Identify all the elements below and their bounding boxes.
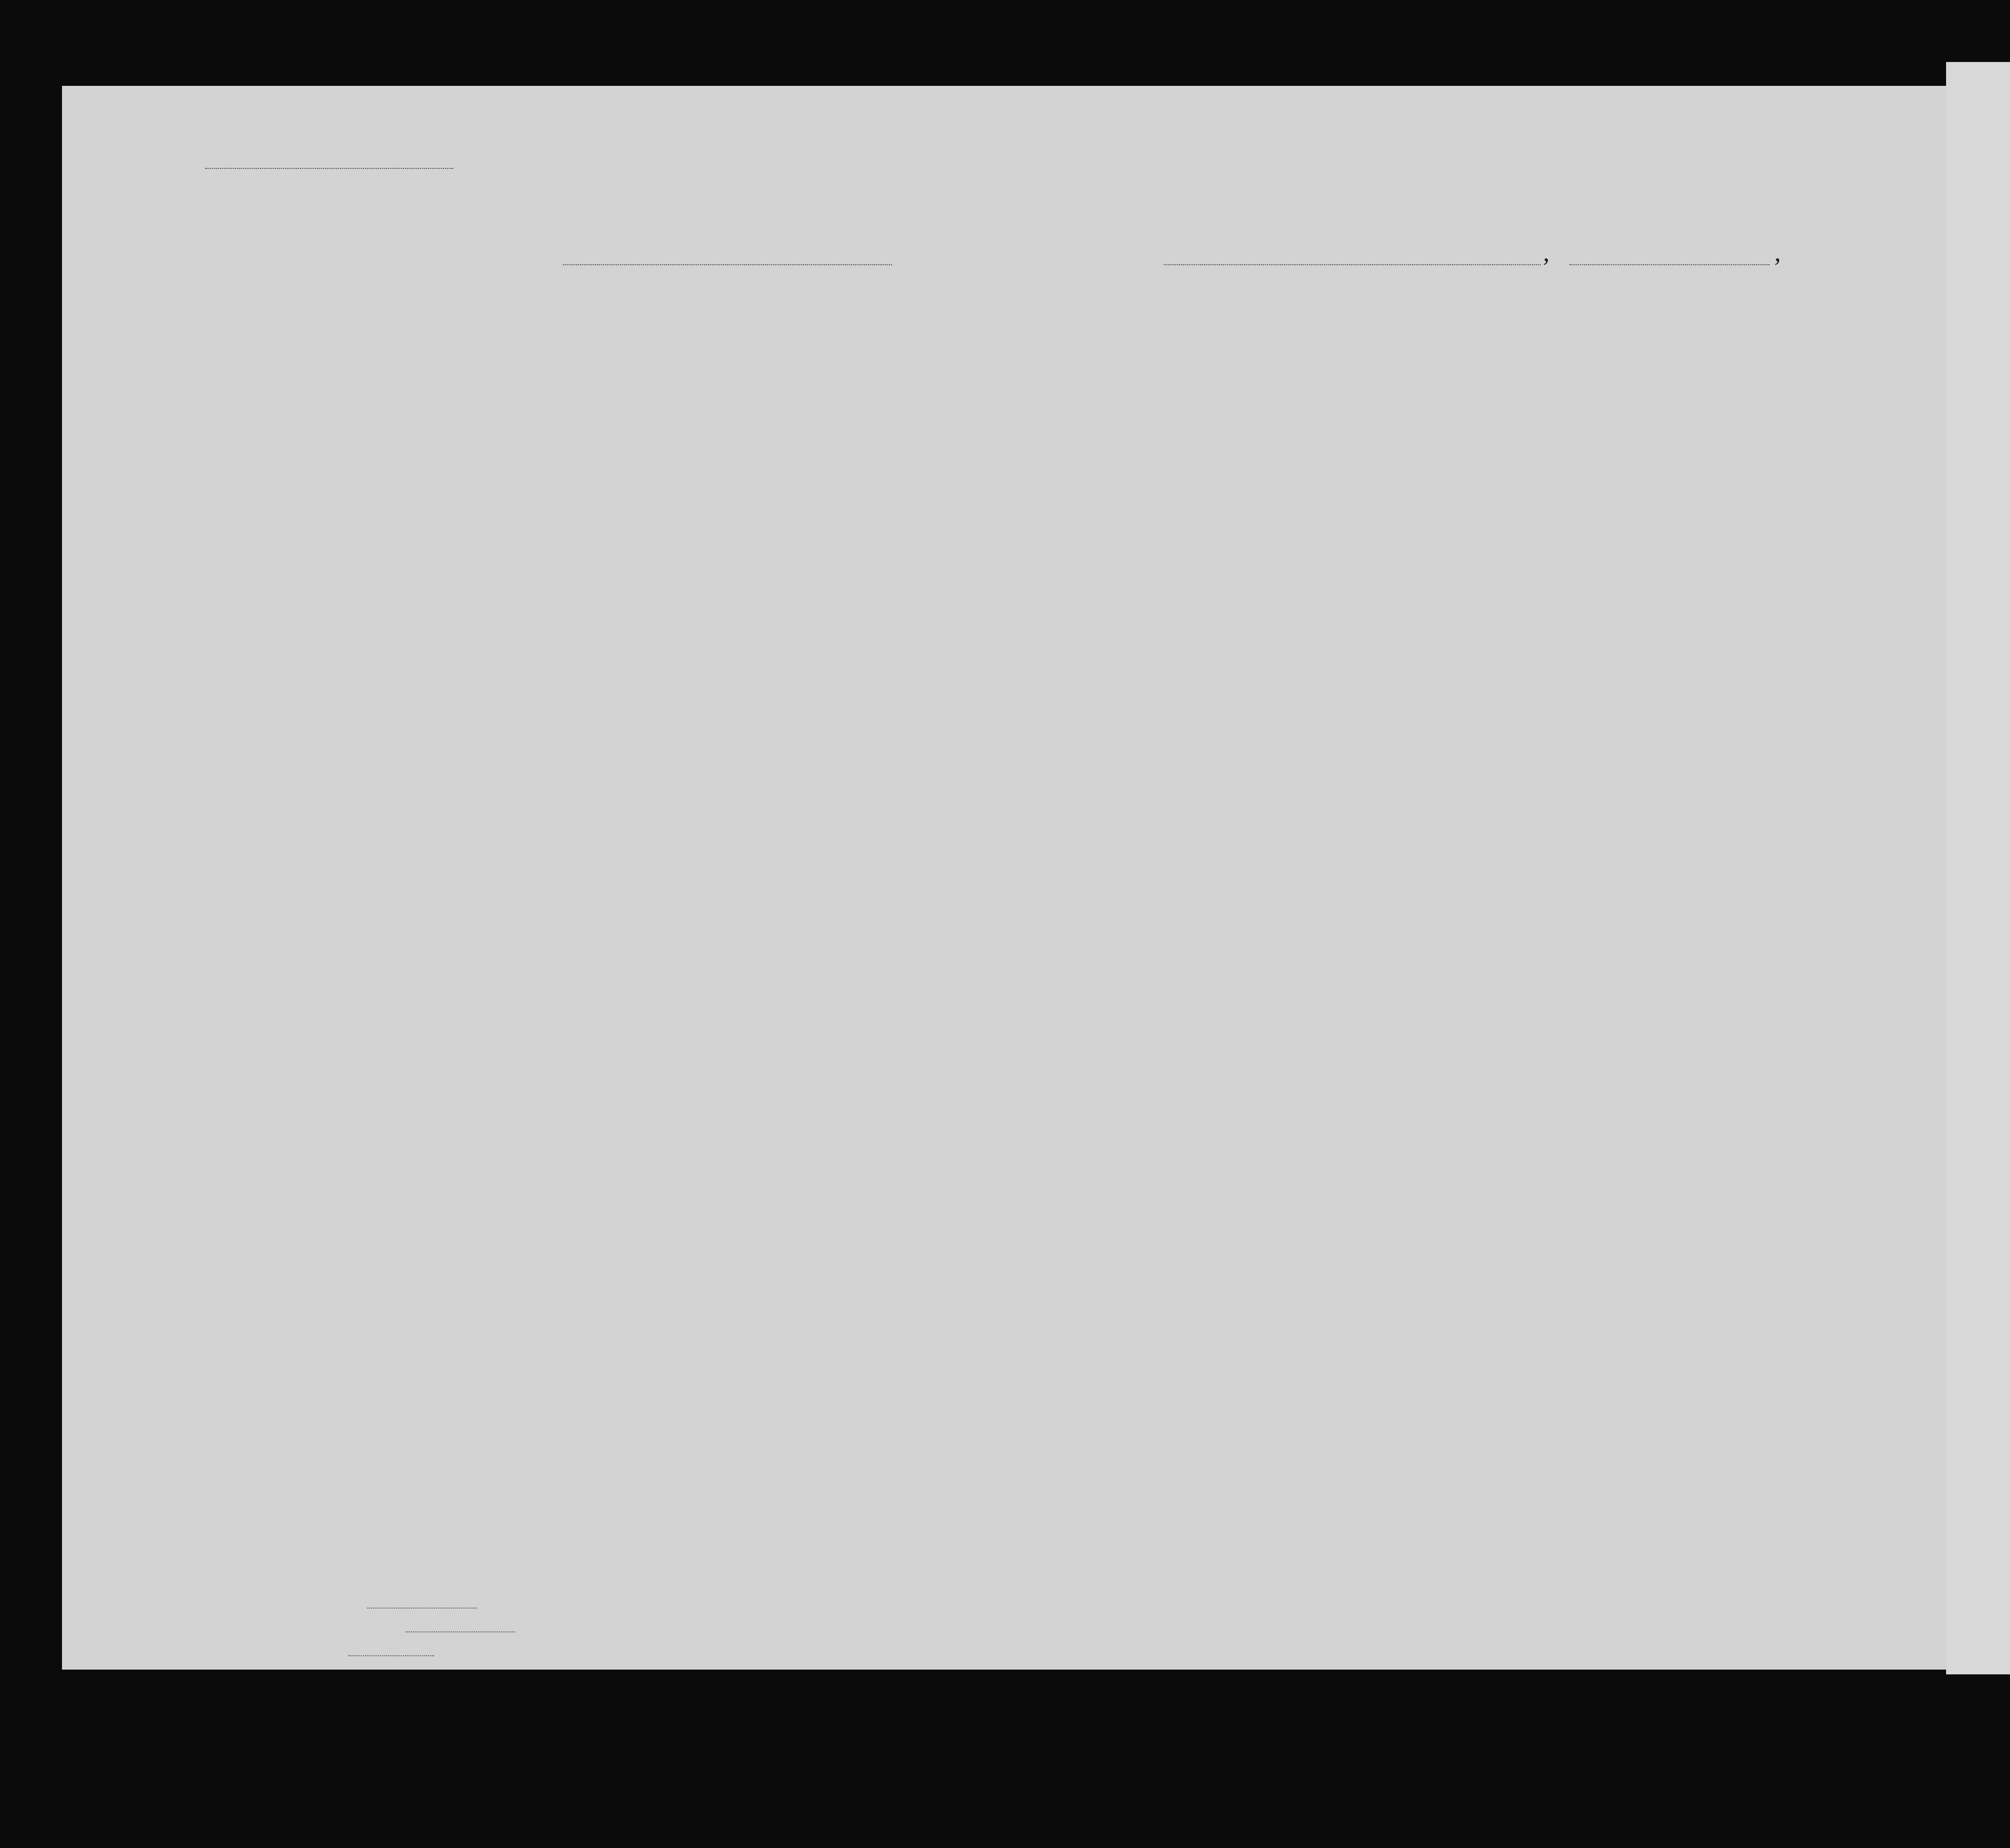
port-dots bbox=[1164, 263, 1541, 265]
form-stamp bbox=[157, 100, 234, 109]
ship-dots bbox=[563, 263, 892, 265]
list-line bbox=[205, 168, 453, 169]
aliens-line bbox=[348, 1655, 434, 1656]
comma-1: , bbox=[1543, 238, 1550, 267]
comma-2: , bbox=[1774, 238, 1781, 267]
manifest-sheet bbox=[62, 86, 1979, 1670]
citizens-line bbox=[405, 1631, 515, 1632]
date-dots bbox=[1569, 263, 1770, 265]
total-line bbox=[367, 1608, 477, 1609]
next-page-edge bbox=[1946, 62, 2010, 1674]
